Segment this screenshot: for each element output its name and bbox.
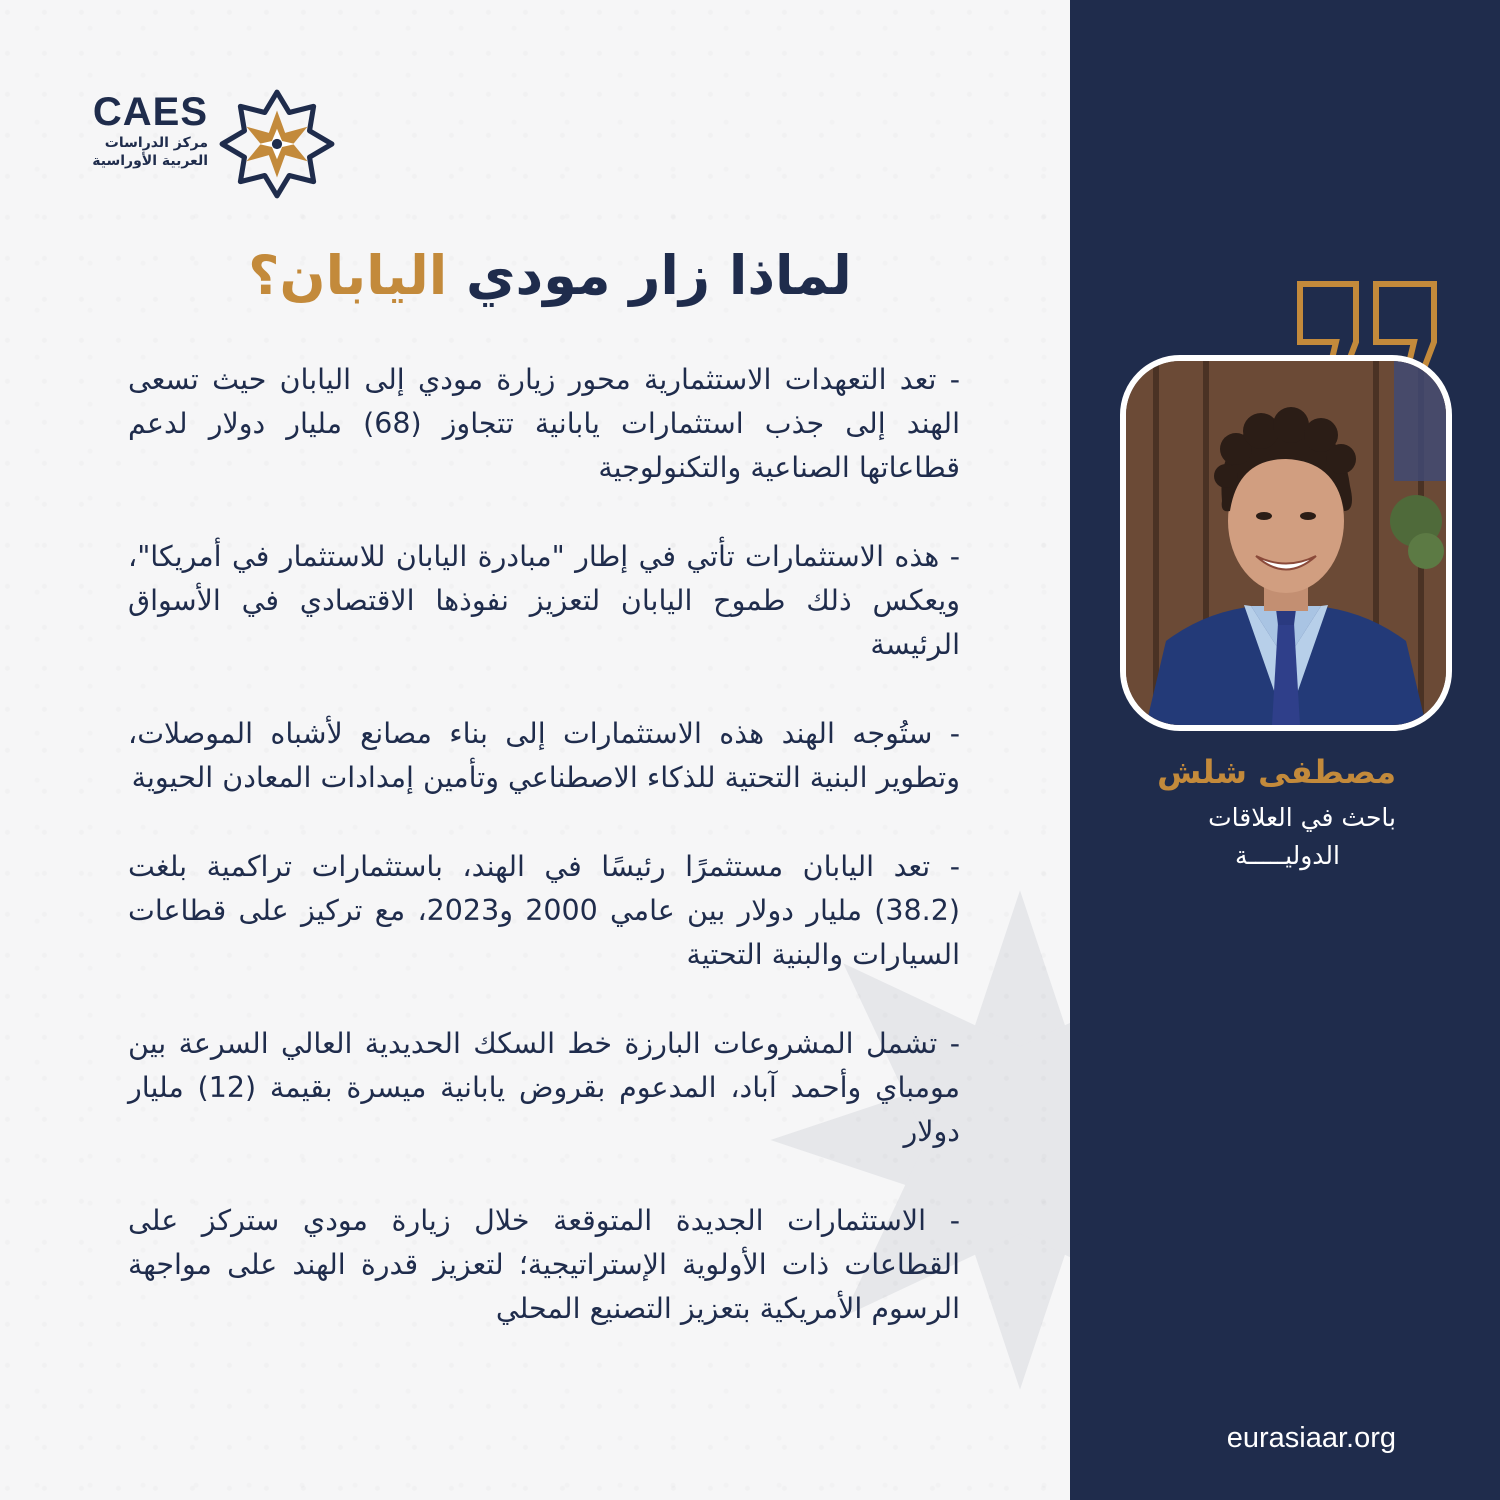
author-role-line2: الدوليـــــة <box>1235 841 1340 870</box>
author-photo <box>1120 355 1452 731</box>
page-title <box>120 236 980 316</box>
paragraph: - تعد اليابان مستثمرًا رئيسًا في الهند، باستثمارات تراكمية بلغت (38.2) مليار دولار بين عامي 2000 و2023، مع تركيز على قطاعات السيارات والبنية التحتية <box>128 850 961 971</box>
caes-star-logo-icon <box>216 88 338 200</box>
title-accent: اليابان؟ <box>248 244 448 307</box>
paragraph: - تعد التعهدات الاستثمارية محور زيارة مودي إلى اليابان حيث تسعى الهند إلى جذب استثمارات يابانية تتجاوز (68) مليار دولار لدعم قطاعاتها الصناعية والتكنولوجية <box>128 363 960 484</box>
author-role-line1: باحث في العلاقات <box>1208 803 1396 832</box>
paragraph: - تشمل المشروعات البارزة خط السكك الحديدية العالي السرعة بين مومباي وأحمد آباد، المدعوم بقروض يابانية ميسرة بقيمة (12) مليار دولار <box>128 1027 960 1148</box>
brand-name-line2: العربية الأوراسية <box>92 153 208 169</box>
title-main: لماذا زار مودي <box>447 244 852 307</box>
brand-text <box>78 90 208 170</box>
paragraph: - الاستثمارات الجديدة المتوقعة خلال زيارة مودي ستركز على القطاعات ذات الأولوية الإستراتيجية؛ لتعزيز قدرة الهند على مواجهة الرسوم الأمريكية بتعزيز التصنيع المحلي <box>128 1204 960 1325</box>
brand-name-line1: مركز الدراسات <box>104 135 208 151</box>
article-body <box>128 358 960 1376</box>
brand-logo <box>78 90 338 200</box>
brand-abbr: CAES <box>92 90 208 134</box>
paragraph: - ستُوجه الهند هذه الاستثمارات إلى بناء مصانع لأشباه الموصلات، وتطوير البنية التحتية للذكاء الاصطناعي وتأمين إمدادات المعادن الحيوية <box>128 717 960 794</box>
paragraph: - هذه الاستثمارات تأتي في إطار "مبادرة اليابان للاستثمار في أمريكا"، ويعكس ذلك طموح اليابان لتعزيز نفوذها الاقتصادي في الأسواق الرئيسة <box>128 540 960 661</box>
website-link[interactable]: eurasiaar.org <box>1226 1422 1396 1454</box>
author-name: مصطفى شلش <box>1157 753 1396 791</box>
author-portrait-illustration <box>1126 361 1446 725</box>
